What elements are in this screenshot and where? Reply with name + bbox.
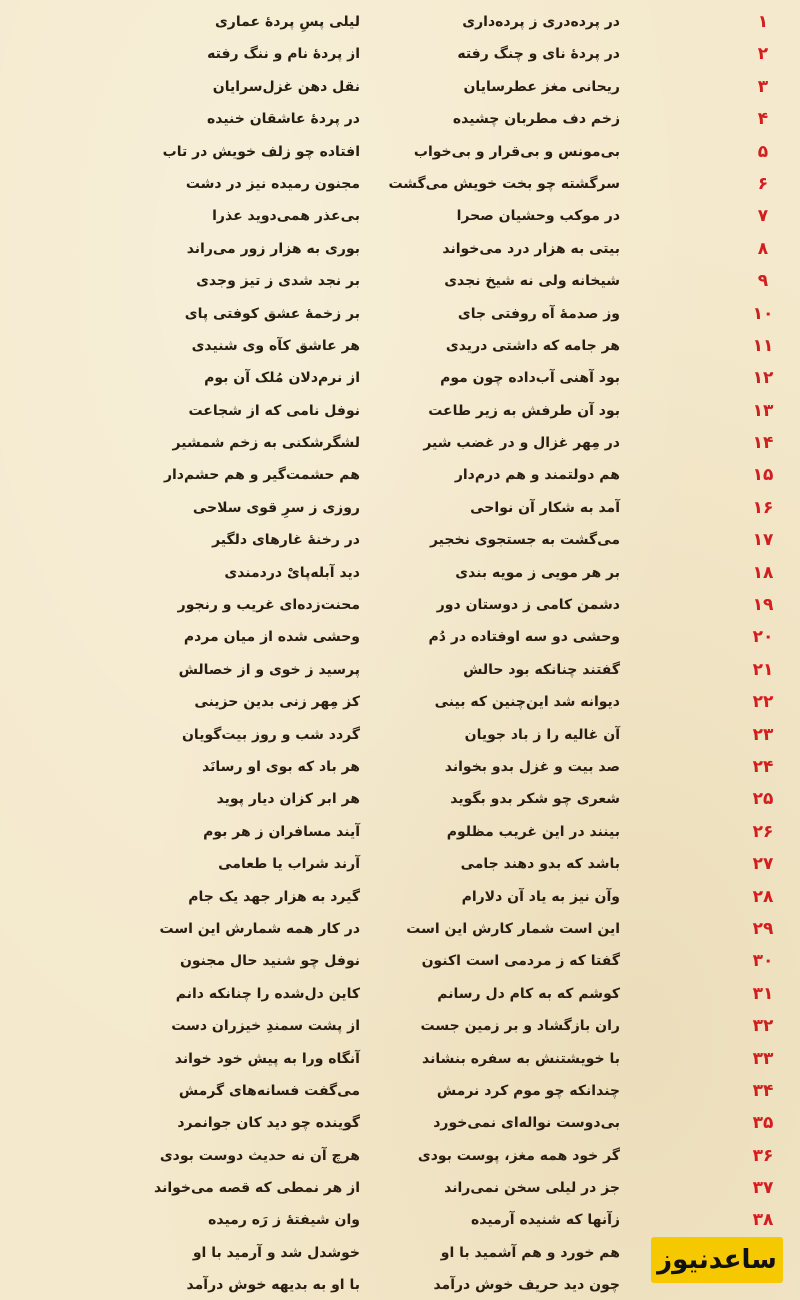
- second-hemistich: ران بازگشاد و بر زمین جست: [420, 1018, 620, 1035]
- second-hemistich: بیتی به هزار درد می‌خواند: [442, 240, 620, 257]
- verse-row: [0, 40, 800, 72]
- verse-row: [0, 753, 800, 785]
- second-hemistich: هم خورد و هم آشمید با او: [440, 1244, 620, 1261]
- verse-number: ۱۱: [752, 335, 774, 356]
- second-hemistich: دیوانه شد این‌چنین که بینی: [434, 694, 620, 711]
- verse-number: ۵: [757, 141, 769, 162]
- second-hemistich: گفتا که ز مردمی است اکنون: [421, 953, 620, 970]
- first-hemistich: دید آبله‌پایْ دردمندی: [224, 564, 360, 581]
- first-hemistich: هم حشمت‌گیر و هم حشم‌دار: [163, 467, 360, 484]
- first-hemistich: آیند مسافران ز هر بوم: [203, 823, 360, 840]
- first-hemistich: بی‌عذر همی‌دوید عذرا: [212, 208, 360, 225]
- verse-number: ۲۲: [752, 692, 774, 713]
- second-hemistich: شیخانه ولی نه شیخ نجدی: [444, 273, 620, 290]
- second-hemistich: وحشی دو سه اوفتاده در دُم: [428, 629, 620, 646]
- second-hemistich: در پردهٔ نای و چنگ رفته: [457, 46, 620, 63]
- second-hemistich: زخم دف مطربان چشیده: [452, 111, 620, 128]
- verse-row: [0, 267, 800, 299]
- verse-row: [0, 623, 800, 655]
- verse-number: ۲: [757, 44, 769, 65]
- second-hemistich: دشمن کامی ز دوستان دور: [436, 597, 620, 614]
- verse-row: [0, 915, 800, 947]
- first-hemistich: هر باد که بوی او رسانَد: [202, 758, 360, 775]
- second-hemistich: وز صدمهٔ آه روفتی جای: [457, 305, 620, 322]
- second-hemistich: در موکب وحشیان صحرا: [456, 208, 620, 225]
- first-hemistich: کز مِهر زنی بدین حزینی: [194, 694, 360, 711]
- second-hemistich: می‌گشت به جستجوی نخجیر: [429, 532, 620, 549]
- second-hemistich: این است شمار کارش این است: [406, 920, 620, 937]
- second-hemistich: وآن نیز به یاد آن دلارام: [461, 888, 620, 905]
- first-hemistich: در کار همه شمارش این است: [159, 920, 360, 937]
- first-hemistich: نوفل نامی که از شجاعت: [188, 402, 360, 419]
- verse-number: ۱۷: [752, 530, 774, 551]
- first-hemistich: بر نجد شدی ز تیز وجدی: [196, 273, 360, 290]
- verse-number: ۳۵: [752, 1113, 774, 1134]
- verse-row: [0, 300, 800, 332]
- first-hemistich: خوشدل شد و آرمید با او: [192, 1244, 360, 1261]
- verse-row: [0, 721, 800, 753]
- verse-row: [0, 461, 800, 493]
- first-hemistich: نوفل چو شنید حال مجنون: [179, 953, 360, 970]
- verse-row: [0, 429, 800, 461]
- verse-row: [0, 170, 800, 202]
- verse-row: [0, 138, 800, 170]
- verse-row: [0, 1077, 800, 1109]
- verse-row: [0, 947, 800, 979]
- verse-number: ۱۳: [752, 400, 774, 421]
- verse-number: ۲۵: [752, 789, 774, 810]
- second-hemistich: چون دید حریف خوش درآمد: [433, 1277, 620, 1294]
- first-hemistich: مجنون رمیده نیز در دشت: [185, 175, 360, 192]
- verse-number: ۱۶: [752, 497, 774, 518]
- second-hemistich: جز در لیلی سخن نمی‌راند: [444, 1180, 620, 1197]
- second-hemistich: کوشم که به کام دل رسانم: [437, 985, 620, 1002]
- verse-row: [0, 559, 800, 591]
- verse-number: ۴: [757, 109, 769, 130]
- verse-row: [0, 397, 800, 429]
- verse-row: [0, 883, 800, 915]
- verse-number: ۳۴: [752, 1080, 774, 1101]
- verse-number: ۳۰: [752, 951, 774, 972]
- verse-number: ۲۱: [752, 659, 774, 680]
- verse-row: [0, 1045, 800, 1077]
- verse-number: ۹: [757, 271, 769, 292]
- second-hemistich: گفتند چنانکه بود حالش: [463, 661, 620, 678]
- second-hemistich: بی‌مونس و بی‌قرار و بی‌خواب: [413, 143, 620, 160]
- verse-row: [0, 1206, 800, 1238]
- verse-number: ۳۷: [752, 1178, 774, 1199]
- verse-row: [0, 332, 800, 364]
- first-hemistich: پرسید ز خوی و از خصالش: [178, 661, 360, 678]
- verse-number: ۱: [757, 12, 769, 32]
- second-hemistich: بینند در این غریب مظلوم: [446, 823, 620, 840]
- first-hemistich: گوینده چو دید کان جوانمرد: [177, 1115, 360, 1132]
- verse-number: ۳۳: [752, 1048, 774, 1069]
- first-hemistich: هرچ آن نه حدیث دوست بودی: [159, 1147, 360, 1164]
- verse-row: [0, 1012, 800, 1044]
- verse-number: ۲۹: [752, 918, 774, 939]
- site-logo: [651, 1237, 783, 1283]
- verse-number: ۱۹: [752, 595, 774, 616]
- first-hemistich: گردد شب و روز بیت‌گویان: [181, 726, 360, 743]
- verse-row: [0, 850, 800, 882]
- first-hemistich: افتاده چو زلف خویش در تاب: [162, 143, 360, 160]
- verse-row: [0, 785, 800, 817]
- verse-row: [0, 526, 800, 558]
- first-hemistich: از پردهٔ نام و ننگ رفته: [207, 46, 360, 63]
- second-hemistich: بود آهنی آب‌داده چون موم: [440, 370, 620, 387]
- first-hemistich: از پشت سمندِ خیزران دست: [171, 1018, 360, 1035]
- first-hemistich: در رخنهٔ غارهای دلگیر: [212, 532, 360, 549]
- verse-number: ۶: [757, 173, 769, 194]
- verse-row: [0, 980, 800, 1012]
- verse-number: ۱۲: [752, 368, 774, 389]
- verse-number: ۳۸: [752, 1210, 774, 1231]
- verse-row: [0, 202, 800, 234]
- second-hemistich: شعری چو شکر بدو بگوید: [450, 791, 620, 808]
- verse-row: [0, 656, 800, 688]
- verse-number: ۳۱: [752, 983, 774, 1004]
- second-hemistich: بی‌دوست نواله‌ای نمی‌خورد: [433, 1115, 620, 1132]
- second-hemistich: آمد به شکار آن نواحی: [470, 499, 620, 516]
- second-hemistich: ریحانی مغز عطرسایان: [463, 78, 620, 95]
- verse-row: [0, 235, 800, 267]
- verse-number: ۳: [757, 76, 769, 97]
- verse-row: [0, 73, 800, 105]
- verse-number: ۳۲: [752, 1016, 774, 1037]
- first-hemistich: بوری به هزار زور می‌راند: [186, 240, 360, 257]
- verse-number: ۲۳: [752, 724, 774, 745]
- verse-number: ۲۴: [752, 756, 774, 777]
- first-hemistich: با او به بدیهه خوش درآمد: [186, 1277, 360, 1294]
- first-hemistich: وان شیفتهٔ ز رَه رمیده: [208, 1212, 360, 1229]
- verse-row: [0, 105, 800, 137]
- first-hemistich: محنت‌زده‌ای غریب و رنجور: [177, 597, 360, 614]
- first-hemistich: آنگاه ورا به پیش خود خواند: [174, 1050, 360, 1067]
- first-hemistich: هر عاشق کآه وی شنیدی: [191, 337, 360, 354]
- first-hemistich: کاین دل‌شده را چنانکه دانم: [175, 985, 360, 1002]
- second-hemistich: صد بیت و غزل بدو بخواند: [444, 758, 620, 775]
- verse-row: [0, 1109, 800, 1141]
- verse-number: ۷: [757, 206, 769, 227]
- first-hemistich: بر زخمهٔ عشق کوفتی پای: [184, 305, 360, 322]
- second-hemistich: سرگشته چو بخت خویش می‌گشت: [388, 175, 620, 192]
- second-hemistich: بر هر مویی ز مویه بندی: [455, 564, 620, 581]
- second-hemistich: در مِهر غزال و در غضب شیر: [423, 435, 620, 452]
- verse-number: ۱۴: [752, 433, 774, 454]
- first-hemistich: لیلی پسِ پردهٔ عماری: [214, 14, 360, 30]
- second-hemistich: هم دولتمند و هم درم‌دار: [454, 467, 620, 484]
- first-hemistich: روزی ز سرِ قوی سلاحی: [192, 499, 360, 516]
- second-hemistich: آن غالیه را ز باد جویان: [464, 726, 620, 743]
- verse-row: [0, 591, 800, 623]
- first-hemistich: نقل دهن غزل‌سرایان: [212, 78, 360, 95]
- first-hemistich: از نرم‌دلان مُلک آن بوم: [204, 370, 360, 387]
- verse-row: [0, 8, 800, 40]
- verse-number: ۲۷: [752, 854, 774, 875]
- second-hemistich: بود آن طرفش به زیر طاعت: [428, 402, 620, 419]
- logo-text: ساعدنیوز: [657, 1245, 777, 1275]
- first-hemistich: از هر نمطی که قصه می‌خواند: [153, 1180, 360, 1197]
- first-hemistich: در پردهٔ عاشقان خنیده: [206, 111, 360, 128]
- verse-row: [0, 818, 800, 850]
- verse-number: ۸: [757, 238, 769, 259]
- verse-number: ۲۰: [752, 627, 774, 648]
- second-hemistich: زآنها که شنیده آرمیده: [470, 1212, 620, 1229]
- verse-number: ۲۸: [752, 886, 774, 907]
- second-hemistich: گر خود همه مغز، پوست بودی: [417, 1147, 620, 1164]
- first-hemistich: هر ابر کزان دیار پوید: [216, 791, 360, 808]
- verse-row: [0, 364, 800, 396]
- verse-number: ۳۶: [752, 1145, 774, 1166]
- second-hemistich: با خویشتنش به سفره بنشاند: [422, 1050, 620, 1067]
- verse-row: [0, 688, 800, 720]
- verse-number: ۱۸: [752, 562, 774, 583]
- second-hemistich: هر جامه که داشتی دریدی: [445, 337, 620, 354]
- verse-number: ۱۰: [752, 303, 774, 324]
- second-hemistich: در پرده‌دری ز پرده‌داری: [462, 14, 620, 30]
- poem-list: [0, 8, 800, 1300]
- first-hemistich: لشگرشکنی به زخم شمشیر: [172, 435, 360, 452]
- first-hemistich: آرند شراب یا طعامی: [218, 856, 360, 873]
- verse-row: [0, 1174, 800, 1206]
- second-hemistich: چندانکه چو موم کرد نرمش: [436, 1082, 620, 1099]
- verse-row: [0, 494, 800, 526]
- first-hemistich: می‌گفت فسانه‌های گرمش: [178, 1082, 360, 1099]
- verse-number: ۱۵: [752, 465, 774, 486]
- verse-row: [0, 1142, 800, 1174]
- second-hemistich: باشد که بدو دهند جامی: [460, 856, 620, 873]
- first-hemistich: وحشی شده از میان مردم: [183, 629, 360, 646]
- verse-number: ۲۶: [752, 821, 774, 842]
- first-hemistich: گیرد به هزار جهد یک جام: [188, 888, 360, 905]
